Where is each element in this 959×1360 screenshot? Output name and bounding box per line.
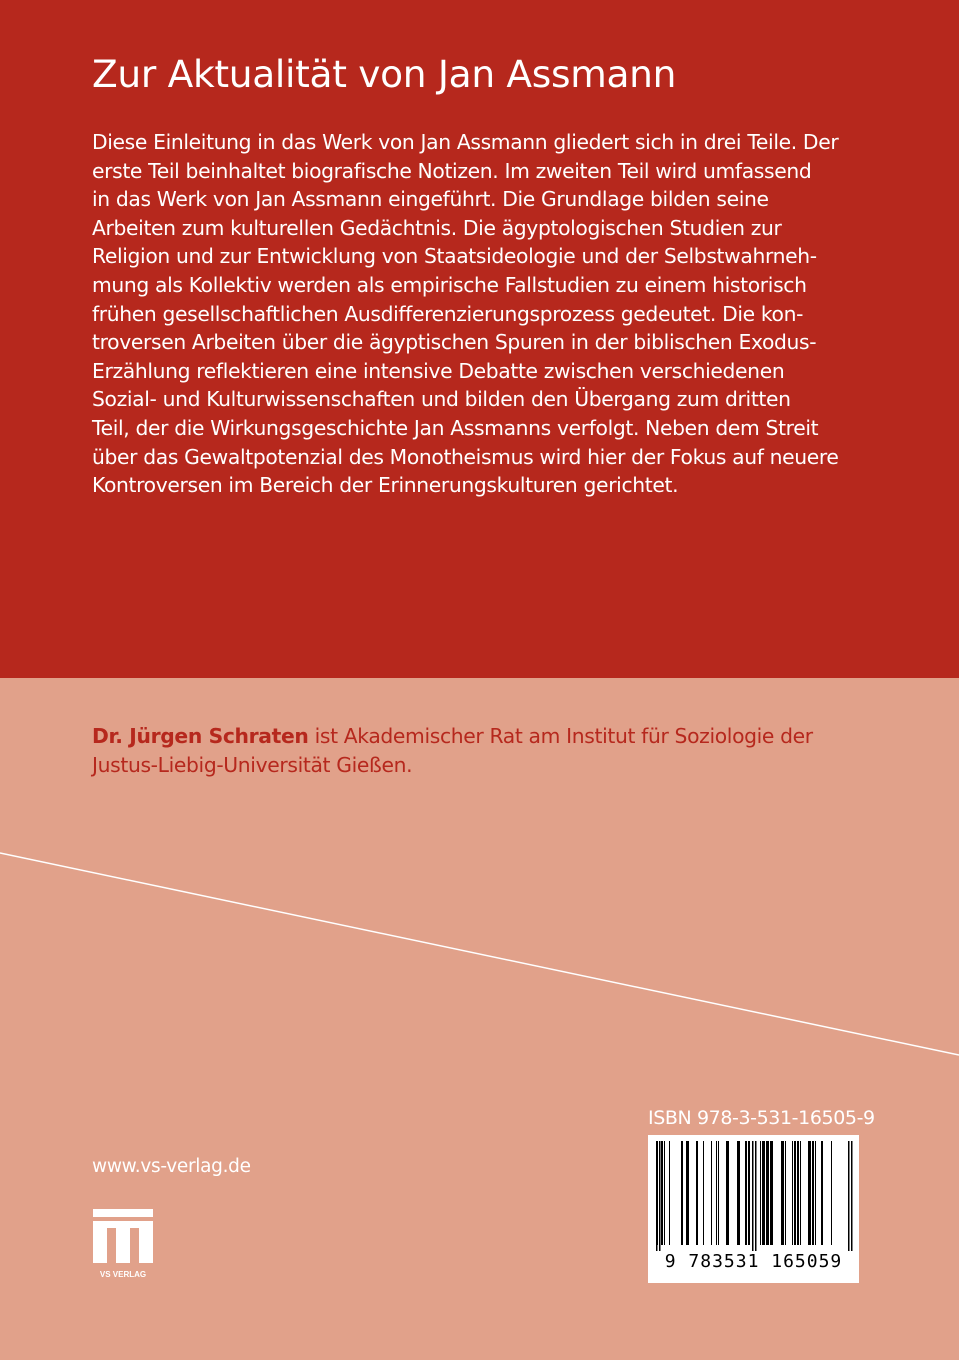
description-line: Kontroversen im Bereich der Erinnerungskulturen gerichtet.: [92, 473, 679, 498]
barcode-bar: [703, 1141, 704, 1245]
barcode-bar: [766, 1141, 769, 1245]
description-line: Religion und zur Entwicklung von Staatsideologie und der Selbstwahrneh-: [92, 244, 817, 269]
barcode-bar: [696, 1141, 698, 1245]
barcode-bar: [821, 1141, 823, 1245]
author-bio-text: ist Akademischer Rat am Institut für Soziologie der: [308, 724, 813, 748]
barcode-guard-bar: [848, 1141, 850, 1251]
description-line: Diese Einleitung in das Werk von Jan Assmann gliedert sich in drei Teile. Der: [92, 130, 839, 154]
barcode-bar: [760, 1141, 761, 1245]
description-line: mung als Kollektiv werden als empirische Fallstudien zu einem historisch: [92, 272, 807, 297]
barcode-bars: [648, 1135, 859, 1251]
barcode-bar: [669, 1141, 670, 1245]
barcode-bar: [686, 1141, 689, 1245]
barcode-bar: [792, 1141, 793, 1245]
barcode-bar: [785, 1141, 786, 1245]
description-line: erste Teil beinhaltet biografische Notizen. Im zweiten Teil wird umfassend: [92, 158, 812, 183]
barcode-bar: [794, 1141, 796, 1245]
barcode-bar: [808, 1141, 811, 1245]
description-line: Arbeiten zum kulturellen Gedächtnis. Die ägyptologischen Studien zur: [92, 215, 782, 240]
author-affiliation: Justus-Liebig-Universität Gießen.: [92, 752, 413, 777]
description-line: über das Gewaltpotenzial des Monotheismus wird hier der Fokus auf neuere: [92, 444, 839, 469]
barcode-bar: [726, 1141, 729, 1245]
barcode-bar: [664, 1141, 665, 1245]
barcode-bar: [711, 1141, 712, 1245]
publisher-url[interactable]: www.vs-verlag.de: [92, 1156, 251, 1177]
barcode-bar: [745, 1141, 747, 1245]
description-line: in das Werk von Jan Assmann eingeführt. Die Grundlage bilden seine: [92, 187, 769, 212]
barcode-bar: [770, 1141, 773, 1245]
barcode-guard-bar: [659, 1141, 661, 1251]
barcode-bar: [661, 1141, 663, 1245]
author-name: Dr. Jürgen Schraten: [92, 724, 309, 748]
book-title: Zur Aktualität von Jan Assmann: [92, 52, 677, 96]
barcode-guard-bar: [851, 1141, 853, 1251]
barcode-bar: [762, 1141, 765, 1245]
description-line: troversen Arbeiten über die ägyptischen Spuren in der biblischen Exodus-: [92, 330, 817, 355]
barcode-bar: [737, 1141, 740, 1245]
barcode-bar: [797, 1141, 799, 1245]
barcode-number: 9 783531 165059: [664, 1251, 843, 1272]
barcode-bar: [748, 1141, 750, 1245]
vs-verlag-logo-icon: [93, 1209, 153, 1284]
author-bio: [92, 722, 813, 779]
barcode-guard-bar: [656, 1141, 658, 1251]
barcode-bar: [781, 1141, 784, 1245]
barcode-bar: [831, 1141, 832, 1245]
barcode-bar: [800, 1141, 801, 1245]
barcode-bar: [681, 1141, 683, 1245]
description-line: Teil, der die Wirkungsgeschichte Jan Assmanns verfolgt. Neben dem Streit: [92, 415, 819, 440]
barcode-bar: [812, 1141, 814, 1245]
barcode-bar: [815, 1141, 816, 1245]
barcode-guard-bar: [755, 1141, 757, 1251]
isbn-label: ISBN 978-3-531-16505-9: [648, 1107, 875, 1129]
description-line: Sozial- und Kulturwissenschaften und bilden den Übergang zum dritten: [92, 387, 791, 412]
logo-text: VS VERLAG: [99, 1270, 147, 1279]
book-description: [92, 128, 872, 500]
barcode-bar: [718, 1141, 719, 1245]
barcode: [648, 1135, 859, 1283]
description-line: Erzählung reflektieren eine intensive Debatte zwischen verschiedenen: [92, 358, 785, 383]
top-panel: [0, 0, 959, 678]
author-bio-line-1: [92, 722, 813, 751]
barcode-guard-bar: [752, 1141, 754, 1251]
description-line: frühen gesellschaftlichen Ausdifferenzierungsprozess gedeutet. Die kon-: [92, 301, 804, 326]
barcode-bar: [716, 1141, 717, 1245]
